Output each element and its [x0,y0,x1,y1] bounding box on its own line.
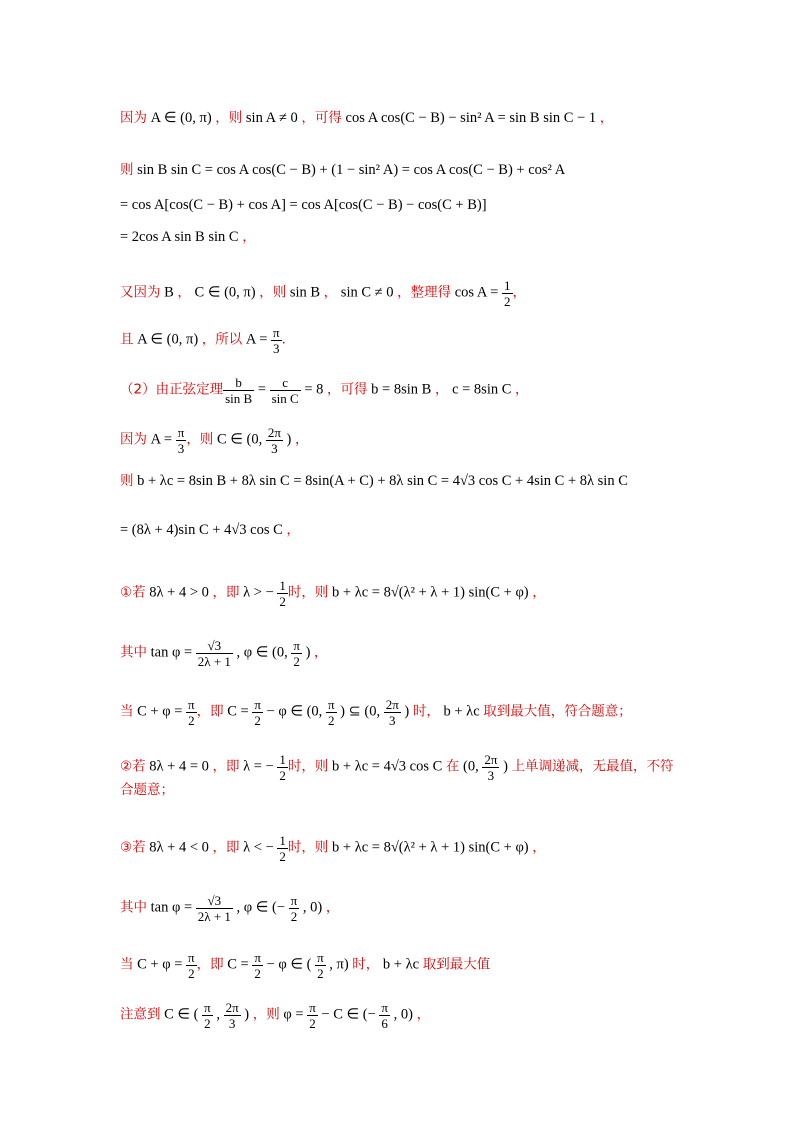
fraction [196,893,233,924]
math-expression: b + λc = 8√(λ² + λ + 1) sin(C + φ) [328,839,533,856]
fraction-numerator: 1 [279,752,286,767]
math-expression: A ∈ (0, π) [133,331,202,348]
solution-line [120,110,613,127]
math-expression: tan φ = [147,899,196,916]
fraction [271,325,282,356]
chinese-text: 时， [412,703,440,720]
math-expression: A = [242,331,272,348]
fraction-numerator: 1 [504,278,511,293]
math-expression: A = [147,431,176,448]
chinese-text: ， [177,284,191,301]
math-expression: sin A ≠ 0 [242,110,302,126]
chinese-text: ，整理得 [397,284,452,301]
math-expression: cos A = [451,284,502,301]
math-expression: 8λ + 4 < 0 [145,839,213,856]
fraction-numerator: 1 [279,578,286,593]
fraction-denominator: 2 [188,966,195,981]
fraction [202,1000,213,1031]
chinese-text: ，即 [212,839,240,856]
chinese-text: 在 [445,758,460,775]
fraction-numerator: π [290,893,298,908]
math-expression: ) ⊆ (0, [336,703,384,720]
math-expression: φ = [279,1006,308,1023]
chinese-text: ①若 [120,584,146,601]
math-expression: cos A cos(C − B) − sin² A = sin B sin C − 1 [341,110,600,126]
fraction-numerator: π [327,697,335,712]
math-expression: C ∈ ( [160,1006,203,1023]
solution-line [120,752,674,783]
math-expression: , φ ∈ (0, [232,644,292,661]
fraction-denominator: 2λ + 1 [197,654,231,669]
fraction-numerator: 1 [279,833,286,848]
fraction [384,697,401,728]
fraction-numerator: 2π [225,1000,239,1015]
math-expression: − φ ∈ ( [262,956,316,973]
fraction-numerator: π [254,697,261,712]
math-expression: C + φ = [133,703,187,720]
chinese-text: ，则 [259,284,287,301]
math-expression: , φ ∈ (− [232,899,289,916]
fraction-denominator: 2 [279,594,286,609]
solution-line [120,833,546,864]
chinese-text: 且 [120,331,134,348]
solution-line [120,1000,430,1031]
fraction [277,752,288,783]
chinese-text: ，可得 [327,381,368,398]
math-expression: , [212,1006,224,1023]
chinese-text: ， [434,381,449,398]
fraction-numerator: c [270,375,301,391]
fraction-denominator: 2 [188,713,195,728]
fraction-numerator: √3 [196,893,233,909]
solution-line [120,578,546,609]
fraction-denominator: 2λ + 1 [197,909,231,924]
math-expression: ) [499,758,512,775]
chinese-text: 当 [120,956,134,973]
chinese-text: ，则 [215,110,243,126]
chinese-text: 取到最大值，符合题意； [483,703,632,720]
math-expression: sin C ≠ 0 [337,284,398,301]
chinese-text: 取到最大值 [422,956,491,973]
chinese-text: ， [286,522,300,538]
chinese-text: ， [314,644,328,661]
chinese-text: ，所以 [201,331,243,348]
chinese-text: 时，则 [287,758,329,775]
math-expression: b + λc = 4√3 cos C [328,758,446,775]
chinese-text: ， [512,284,526,301]
math-expression: b + λc [439,703,484,720]
math-expression: = cos A[cos(C − B) + cos A] = cos A[cos(C − B) − cos(C + B)] [120,197,487,213]
math-expression: b = 8sin B [367,381,435,398]
chinese-text: 时，则 [287,839,329,856]
math-expression: = 2cos A sin B sin C [120,229,243,245]
fraction [307,1000,318,1031]
math-expression: ) [240,1006,253,1023]
math-expression: b + λc [379,956,423,973]
fraction-numerator: 2π [484,752,498,767]
math-expression: , 0) [299,899,326,916]
math-expression: b + λc = 8√(λ² + λ + 1) sin(C + φ) [328,584,533,601]
math-expression: C = [223,956,253,973]
solution-line [120,325,295,356]
math-expression: 8λ + 4 = 0 [145,758,213,775]
fraction-numerator: π [381,1000,388,1015]
fraction-numerator: π [188,697,195,712]
fraction-denominator: 2 [293,654,300,669]
chinese-text: 合题意； [120,782,174,798]
fraction [252,950,263,981]
fraction [502,278,513,309]
solution-line [120,473,628,490]
fraction-numerator: 2π [267,425,281,440]
math-expression: B [160,284,178,301]
fraction-numerator: π [293,638,300,653]
chinese-text: ， [325,899,340,916]
math-expression: , π) [325,956,353,973]
fraction-numerator: π [204,1000,211,1015]
fraction [277,578,288,609]
math-expression: = (8λ + 4)sin C + 4√3 cos C [120,522,287,538]
fraction-denominator: 2 [317,966,324,981]
fraction-numerator: π [254,950,261,965]
chinese-text: 又因为 [120,284,161,301]
fraction [270,375,301,406]
math-expression: − φ ∈ (0, [262,703,326,720]
chinese-text: ，则 [252,1006,280,1023]
chinese-text: 注意到 [120,1006,161,1023]
fraction [291,638,302,669]
fraction-denominator: 2 [254,713,261,728]
math-expression: ) [301,644,315,661]
math-expression: λ > − [239,584,278,601]
fraction-denominator: 3 [273,341,280,356]
math-expression: λ = − [239,758,278,775]
math-expression: λ < − [239,839,278,856]
chinese-text: 其中 [120,644,147,661]
fraction-numerator: π [273,325,280,340]
fraction-denominator: 2 [279,849,286,864]
chinese-text: ， [515,381,529,398]
fraction [326,697,337,728]
math-expression: sin B sin C = cos A cos(C − B) + (1 − sin² A) = cos A cos(C − B) + cos² A [133,162,566,178]
chinese-text: （2）由正弦定理 [120,381,224,398]
chinese-text: ，即 [196,703,224,720]
fraction-numerator: π [317,950,324,965]
chinese-text: 因为 [120,431,147,448]
chinese-text: 则 [120,162,134,178]
fraction-denominator: 3 [271,441,278,456]
fraction-numerator: π [188,950,195,965]
solution-line [120,229,256,246]
solution-line [120,697,632,728]
chinese-text: ． [281,331,296,348]
chinese-text: 因为 [120,110,147,126]
math-expression: = 8 [300,381,328,398]
math-expression: (0, [459,758,483,775]
solution-line [120,425,309,456]
math-expression: , 0) [389,1006,417,1023]
math-expression: ) [400,703,413,720]
math-expression: = [254,381,270,398]
math-expression: C ∈ (0, [213,431,266,448]
fraction-denominator: 2 [279,768,286,783]
fraction-numerator: √3 [196,638,233,654]
chinese-text: ， [242,229,256,245]
solution-line [120,162,565,179]
fraction [482,752,499,783]
fraction-numerator: π [177,425,185,440]
fraction [289,893,300,924]
fraction-denominator: 3 [177,441,185,456]
chinese-text: ， [416,1006,431,1023]
math-expression: C + φ = [133,956,187,973]
fraction [224,1000,241,1031]
math-expression: c = 8sin C [448,381,516,398]
chinese-text: ， [295,431,309,448]
solution-line [120,522,300,539]
chinese-text: ， [599,110,614,126]
fraction-denominator: 2 [327,713,335,728]
fraction-numerator: π [309,1000,316,1015]
chinese-text: 其中 [120,899,147,916]
chinese-text: ，即 [212,758,240,775]
solution-line [120,375,529,406]
fraction [186,950,197,981]
chinese-text: ，即 [212,584,240,601]
math-expression: sin B [286,284,324,301]
solution-line [120,638,328,669]
chinese-text: 上单调递减，无最值，不符 [511,758,674,775]
fraction-denominator: 2 [204,1016,211,1031]
chinese-text: ， [532,839,546,856]
fraction-denominator: 3 [228,1016,236,1031]
fraction-numerator: b [223,375,254,391]
fraction-numerator: 2π [385,697,399,712]
fraction [379,1000,390,1031]
solution-line [120,782,174,799]
math-expression: A ∈ (0, π) [147,110,216,126]
chinese-text: ， [532,584,546,601]
math-expression: ) [282,431,295,448]
fraction-denominator: 3 [487,768,495,783]
chinese-text: 时，则 [287,584,329,601]
fraction [186,697,197,728]
chinese-text: ，即 [196,956,224,973]
fraction-denominator: 2 [309,1016,316,1031]
math-expression: 8λ + 4 > 0 [145,584,213,601]
chinese-text: 则 [120,473,134,489]
solution-line [120,278,526,309]
chinese-text: 当 [120,703,134,720]
fraction [176,425,187,456]
fraction [266,425,283,456]
solution-line [120,893,339,924]
chinese-text: ③若 [120,839,146,856]
math-expression: C = [223,703,253,720]
fraction [277,833,288,864]
chinese-text: 时， [352,956,380,973]
math-expression: C ∈ (0, π) [190,284,260,301]
fraction-denominator: sin B [225,391,253,406]
fraction [252,697,263,728]
fraction-denominator: 2 [290,909,298,924]
fraction-denominator: sin C [271,391,299,406]
fraction [315,950,326,981]
solution-line [120,950,490,981]
math-expression: − C ∈ (− [317,1006,380,1023]
fraction-denominator: 2 [504,294,511,309]
chinese-text: ，则 [186,431,214,448]
math-expression: b + λc = 8sin B + 8λ sin C = 8sin(A + C) + 8λ sin C = 4√3 cos C + 4sin C + 8λ sin C [133,473,628,489]
chinese-text: ， [323,284,338,301]
math-expression: tan φ = [147,644,196,661]
fraction [223,375,254,406]
chinese-text: ②若 [120,758,146,775]
fraction-denominator: 2 [254,966,261,981]
solution-line [120,197,487,214]
fraction-denominator: 6 [381,1016,388,1031]
chinese-text: ，可得 [301,110,342,126]
fraction-denominator: 3 [388,713,396,728]
fraction [196,638,233,669]
